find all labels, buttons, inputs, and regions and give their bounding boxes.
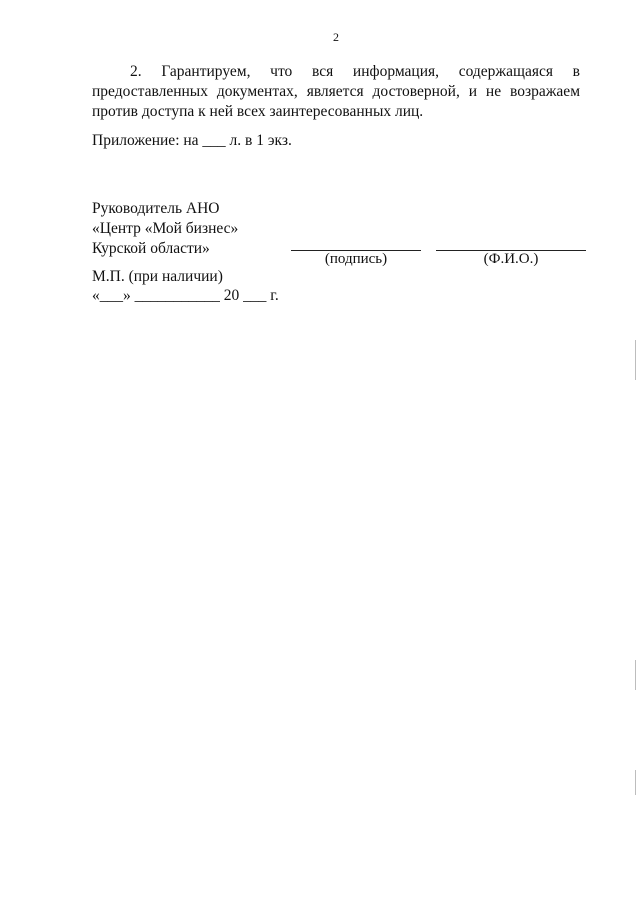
signer-block [92, 199, 238, 259]
stamp-note: М.П. (при наличии) [92, 268, 223, 285]
guarantee-paragraph: 2. Гарантируем, что вся информация, содержащаяся в предоставленных документах, является достоверной, и не возражаем против доступа к ней всех заинтересованных лиц. [92, 63, 580, 120]
date-line: «___» ___________ 20 ___ г. [92, 287, 279, 304]
signer-title-line-1: Руководитель АНО [92, 200, 220, 217]
signer-title-line-3: Курской области» [92, 240, 210, 257]
scan-edge-mark [635, 770, 636, 795]
signature-caption: (подпись) [324, 251, 388, 267]
scan-edge-mark [635, 340, 636, 380]
scan-edge-mark [635, 660, 636, 690]
signer-title-line-2: «Центр «Мой бизнес» [92, 220, 239, 237]
name-caption: (Ф.И.О.) [483, 251, 539, 267]
page-number: 2 [333, 30, 339, 44]
stamp-date-block [92, 267, 279, 305]
attachment-line: Приложение: на ___ л. в 1 экз. [92, 132, 292, 149]
